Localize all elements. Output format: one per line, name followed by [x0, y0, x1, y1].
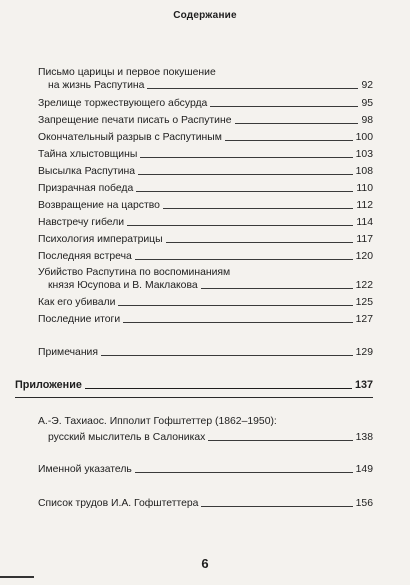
- appendix-entry-title-continued: русский мыслитель в Салониках: [48, 432, 206, 443]
- toc-entry: [38, 313, 373, 326]
- toc-page-number: 110: [356, 183, 373, 194]
- toc-entry-line: [38, 266, 373, 279]
- dot-leader: [118, 305, 352, 306]
- appendix-entry-title: Именной указатель: [38, 464, 132, 475]
- toc-entry: [38, 148, 373, 161]
- dot-leader: [210, 106, 358, 107]
- toc-entry-title-continued: на жизнь Распутина: [48, 80, 145, 91]
- toc-page-number: 112: [356, 200, 373, 211]
- toc-entry: [38, 131, 373, 144]
- toc-page-number: 100: [355, 132, 373, 143]
- toc-entry-line: [38, 346, 373, 359]
- toc-entry-line: [38, 131, 373, 144]
- toc-entry: [38, 346, 373, 359]
- appendix-entry: [38, 463, 373, 476]
- toc-page-number: 120: [355, 251, 373, 262]
- toc-entry: [38, 165, 373, 178]
- toc-entry: [38, 216, 373, 229]
- toc-entry-title: Окончательный разрыв с Распутиным: [38, 132, 222, 143]
- page-number-footer: 6: [201, 556, 209, 571]
- dot-leader: [201, 288, 353, 289]
- toc-entry-title: Как его убивали: [38, 297, 116, 308]
- toc-page-number: 125: [355, 297, 373, 308]
- toc-entry: [38, 66, 373, 92]
- page-header: Содержание: [173, 10, 237, 21]
- toc-entry-line: [38, 199, 373, 212]
- toc-entry-line: [38, 97, 373, 110]
- appendix-page-number: 137: [354, 379, 373, 391]
- toc-page-number: 122: [355, 280, 373, 291]
- toc-entry-title: Высылка Распутина: [38, 166, 136, 177]
- dot-leader: [147, 88, 358, 89]
- toc-entry: [38, 250, 373, 263]
- dot-leader: [136, 191, 353, 192]
- toc-entry-title: Письмо царицы и первое покушение: [38, 67, 216, 78]
- toc-entry-line: [38, 114, 373, 127]
- appendix-heading: [15, 379, 373, 392]
- toc-entry-line: [38, 233, 373, 246]
- toc-page-number: 108: [355, 166, 373, 177]
- toc-entry-line: [38, 279, 373, 292]
- toc-page-number: 127: [355, 314, 373, 325]
- toc-entry-line: [38, 66, 373, 79]
- toc-entry: [38, 199, 373, 212]
- toc-entry-title: Убийство Распутина по воспоминаниям: [38, 267, 231, 278]
- toc-entry-line: [38, 182, 373, 195]
- toc-entry-title: Призрачная победа: [38, 183, 134, 194]
- dot-leader: [163, 208, 354, 209]
- appendix-entry: [38, 497, 373, 510]
- appendix-entry-title: Список трудов И.А. Гофштеттера: [38, 498, 199, 509]
- toc-entry-line: [38, 79, 373, 92]
- appendix-entry-line: [38, 497, 373, 510]
- toc-entry: [38, 97, 373, 110]
- toc-page-number: 117: [356, 234, 373, 245]
- toc-entry-title: Психология императрицы: [38, 234, 163, 245]
- toc-page-number: 92: [361, 80, 373, 91]
- dot-leader: [138, 174, 353, 175]
- dot-leader: [101, 355, 353, 356]
- dot-leader: [201, 506, 352, 507]
- toc-entry-title: Возвращение на царство: [38, 200, 160, 211]
- toc-entry: [38, 114, 373, 127]
- dot-leader: [127, 225, 353, 226]
- dot-leader: [140, 157, 352, 158]
- appendix-page-number: 149: [355, 464, 373, 475]
- appendix-entry-line: [38, 415, 373, 428]
- toc-entry-line: [38, 313, 373, 326]
- toc-entry-title: Примечания: [38, 347, 98, 358]
- dot-leader: [135, 472, 353, 473]
- toc-entry-title: Последняя встреча: [38, 251, 132, 262]
- dot-leader: [85, 388, 352, 389]
- appendix-heading-line: [15, 379, 373, 392]
- toc-entry-title: Тайна хлыстовщины: [38, 149, 138, 160]
- appendix-divider: [15, 397, 373, 398]
- toc-page-number: 103: [355, 149, 373, 160]
- toc-entry-line: [38, 216, 373, 229]
- appendix-entry: [38, 415, 373, 444]
- toc-entry-line: [38, 250, 373, 263]
- toc-entry-title: Навстречу гибели: [38, 217, 125, 228]
- appendix-entry-title: А.-Э. Тахиаос. Ипполит Гофштеттер (1862–1950):: [38, 416, 277, 427]
- toc-page-number: 129: [355, 347, 373, 358]
- toc-entry-title-continued: князя Юсупова и В. Маклакова: [48, 280, 198, 291]
- toc-page-number: 114: [356, 217, 373, 228]
- edge-mark: [0, 576, 34, 578]
- dot-leader: [135, 259, 353, 260]
- toc-page-number: 98: [361, 115, 373, 126]
- toc-entry: [38, 233, 373, 246]
- dot-leader: [225, 140, 353, 141]
- toc-page-number: 95: [361, 98, 373, 109]
- appendix-entry-line: [38, 463, 373, 476]
- toc-entry-line: [38, 148, 373, 161]
- toc-entry: [38, 266, 373, 292]
- toc-entry-title: Последние итоги: [38, 314, 121, 325]
- toc-entry-line: [38, 296, 373, 309]
- toc-entry: [38, 296, 373, 309]
- dot-leader: [235, 123, 359, 124]
- toc-entry-title: Запрещение печати писать о Распутине: [38, 115, 232, 126]
- dot-leader: [208, 440, 352, 441]
- dot-leader: [123, 322, 353, 323]
- appendix-page-number: 138: [355, 432, 373, 443]
- appendix-entry-line: [38, 431, 373, 444]
- appendix-title: Приложение: [15, 379, 82, 391]
- toc-entry: [38, 182, 373, 195]
- dot-leader: [166, 242, 354, 243]
- toc-entry-line: [38, 165, 373, 178]
- toc-entry-title: Зрелище торжествующего абсурда: [38, 98, 208, 109]
- appendix-page-number: 156: [355, 498, 373, 509]
